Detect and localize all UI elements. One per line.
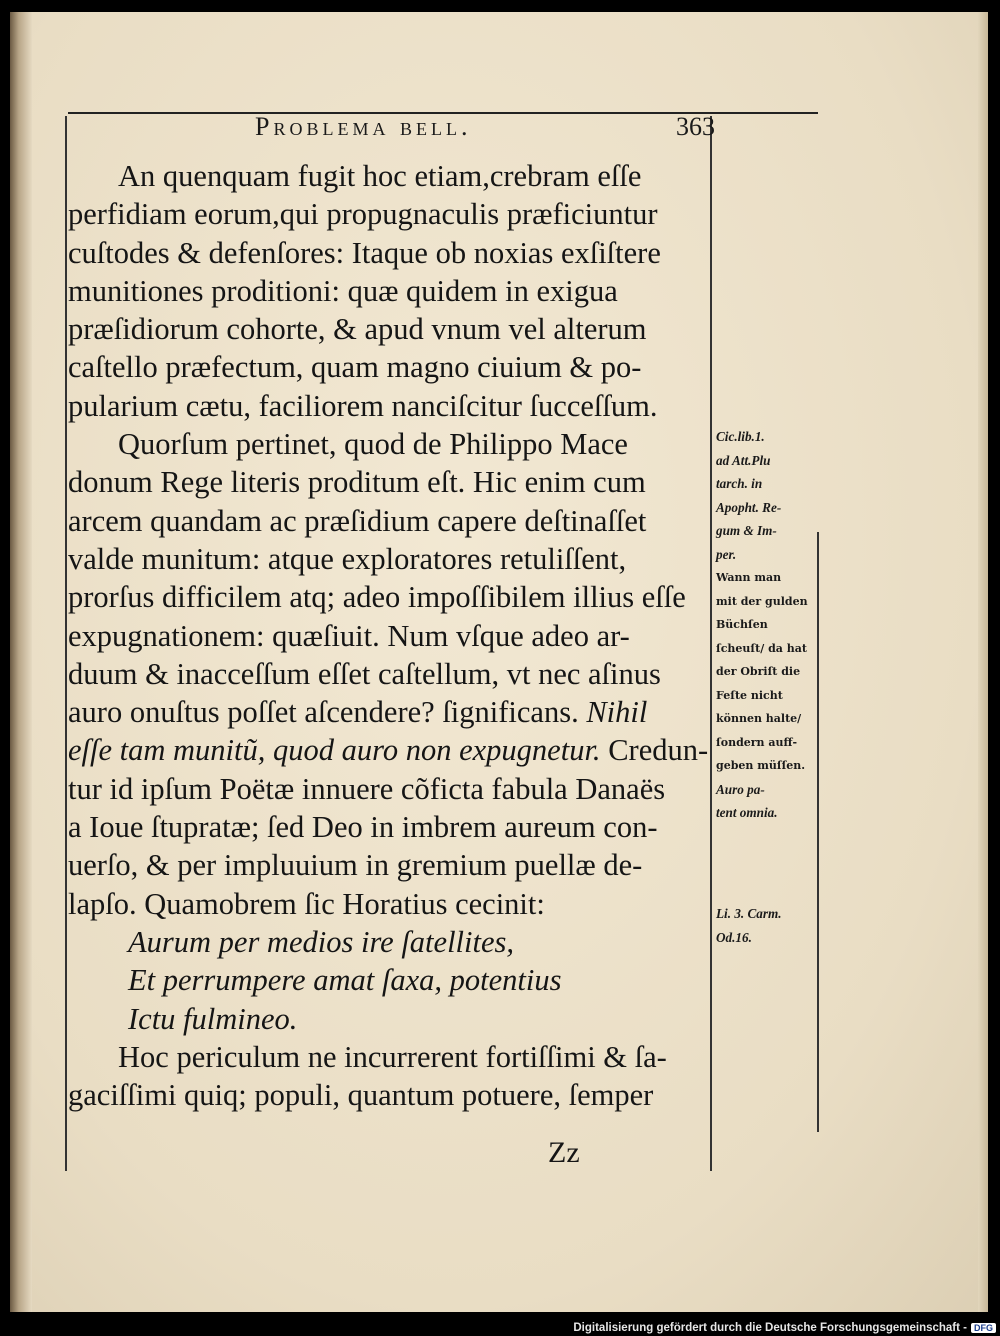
- marginal-note-line: Li. 3. Carm.: [716, 906, 782, 921]
- text-line: [68, 387, 718, 425]
- text-segment: a Ioue ſtupratæ; ſed Deo in imbrem aureum con-: [68, 810, 658, 845]
- text-segment: Quorſum pertinet, quod de Philippo Mace: [118, 427, 628, 462]
- marginal-note-line: Cic.lib.1.: [716, 429, 765, 444]
- text-line: [68, 1076, 718, 1114]
- marginal-note-line: Apopht. Re-: [716, 499, 782, 515]
- text-segment: Ictu fulmineo.: [128, 1001, 298, 1036]
- page-edge: [978, 12, 988, 1312]
- text-line: [68, 463, 718, 501]
- text-segment: An quenquam fugit hoc etiam,crebram eſſe: [118, 159, 642, 193]
- text-segment: præſidiorum cohorte, & apud vnum vel alterum: [68, 312, 647, 347]
- text-line: [68, 808, 718, 846]
- marginal-note-line: ſondern auff-: [716, 735, 798, 749]
- italic-phrase: Nihil: [586, 695, 648, 730]
- text-line: [68, 157, 718, 195]
- text-line: [68, 272, 718, 310]
- marginal-note-line: können halte/: [716, 712, 802, 725]
- text-segment: pularium cætu, faciliorem nanciſcitur ſucceſſum.: [68, 388, 658, 423]
- text-line: [68, 234, 718, 272]
- text-segment: Hoc periculum ne incurrerent fortiſſimi & ſa-: [118, 1039, 667, 1074]
- marginal-note-line: geben müſſen.: [716, 759, 806, 772]
- text-segment: donum Rege literis proditum eſt. Hic enim cum: [68, 465, 646, 500]
- digitization-credit: [573, 1322, 996, 1334]
- credit-text: Digitalisierung gefördert durch die Deutsche Forschungsgemeinschaft -: [573, 1322, 967, 1334]
- marginal-note-line: gum & Im-: [716, 523, 777, 538]
- marginal-note-line: ſcheuſt/ da hat: [716, 641, 807, 655]
- book-page: [10, 12, 988, 1312]
- text-segment: duum & inacceſſum eſſet caſtellum, vt nec aſinus: [68, 656, 661, 691]
- text-segment: Et perrumpere amat ſaxa, potentius: [128, 963, 562, 998]
- marginal-notes-upper: [716, 425, 821, 825]
- text-line: [68, 578, 718, 616]
- marginal-note-line: per.: [716, 546, 737, 562]
- catchword: Zz: [548, 1136, 580, 1169]
- text-line: [68, 502, 718, 540]
- running-header: [255, 112, 715, 142]
- marginal-note-line: der Obriſt die: [716, 665, 801, 678]
- text-line: [68, 770, 718, 808]
- dfg-logo: DFG: [971, 1323, 996, 1333]
- text-segment: caſtello præfectum, quam magno ciuium & po-: [68, 350, 642, 385]
- text-segment: expugnationem: quæſiuit. Num vſque adeo ar-: [68, 618, 630, 653]
- text-line: [68, 617, 718, 655]
- text-line: [68, 540, 718, 578]
- marginal-note-line: Wann man: [716, 571, 782, 584]
- text-line: [68, 1038, 718, 1076]
- text-segment: arcem quandam ac præſidium capere deſtinaſſet: [68, 503, 647, 538]
- verse-line: [68, 923, 718, 961]
- text-segment: cuſtodes & defenſores: Itaque ob noxias exſiſtere: [68, 235, 661, 270]
- text-line: [68, 348, 718, 386]
- text-segment: tur id ipſum Poëtæ innuere cõficta fabula Danaës: [68, 771, 666, 806]
- marginal-note-line: Auro pa-: [716, 781, 765, 797]
- text-segment: prorſus difficilem atq; adeo impoſſibilem illius eſſe: [68, 580, 686, 615]
- text-line: [68, 655, 718, 693]
- verse-line: [68, 1000, 718, 1038]
- verse-line: [68, 961, 718, 999]
- marginal-note-line: tarch. in: [716, 476, 763, 491]
- marginal-note-line: Büchſen: [716, 618, 768, 631]
- text-segment: Credun-: [600, 733, 709, 768]
- text-frame-left-rule: [65, 116, 67, 1171]
- text-line: [68, 885, 718, 923]
- italic-phrase: eſſe tam munitũ, quod auro non expugnetur.: [68, 733, 601, 768]
- text-segment: uerſo, & per impluuium in gremium puellæ de-: [68, 848, 643, 883]
- text-segment: gaciſſimi quiq; populi, quantum potuere, ſemper: [68, 1078, 654, 1113]
- text-line: [68, 846, 718, 884]
- running-title: Problema bell.: [255, 112, 472, 141]
- text-line: [68, 310, 718, 348]
- text-segment: perfidiam eorum,qui propugnaculis præficiuntur: [68, 197, 658, 232]
- text-line: [68, 693, 718, 731]
- main-text-block: [68, 157, 718, 1114]
- text-line: [68, 425, 718, 463]
- text-segment: Aurum per medios ire ſatellites,: [128, 924, 515, 959]
- marginal-note-line: Feſte nicht: [716, 688, 783, 702]
- page-number: 363: [676, 112, 715, 141]
- text-segment: valde munitum: atque exploratores retuliſſent,: [68, 541, 627, 576]
- text-segment: lapſo. Quamobrem ſic Horatius cecinit:: [68, 886, 545, 921]
- marginal-note-line: mit der gulden: [716, 594, 808, 608]
- book-spine-shadow: [10, 12, 32, 1312]
- marginal-note-line: tent omnia.: [716, 805, 778, 820]
- marginal-note-line: Od.16.: [716, 929, 752, 945]
- text-segment: munitiones proditioni: quæ quidem in exigua: [68, 273, 618, 308]
- marginal-note-line: ad Att.Plu: [716, 452, 771, 468]
- text-line: [68, 195, 718, 233]
- marginal-notes-lower: [716, 902, 821, 949]
- text-segment: auro onuſtus poſſet aſcendere? ſignificans.: [68, 695, 587, 730]
- text-line: [68, 731, 718, 769]
